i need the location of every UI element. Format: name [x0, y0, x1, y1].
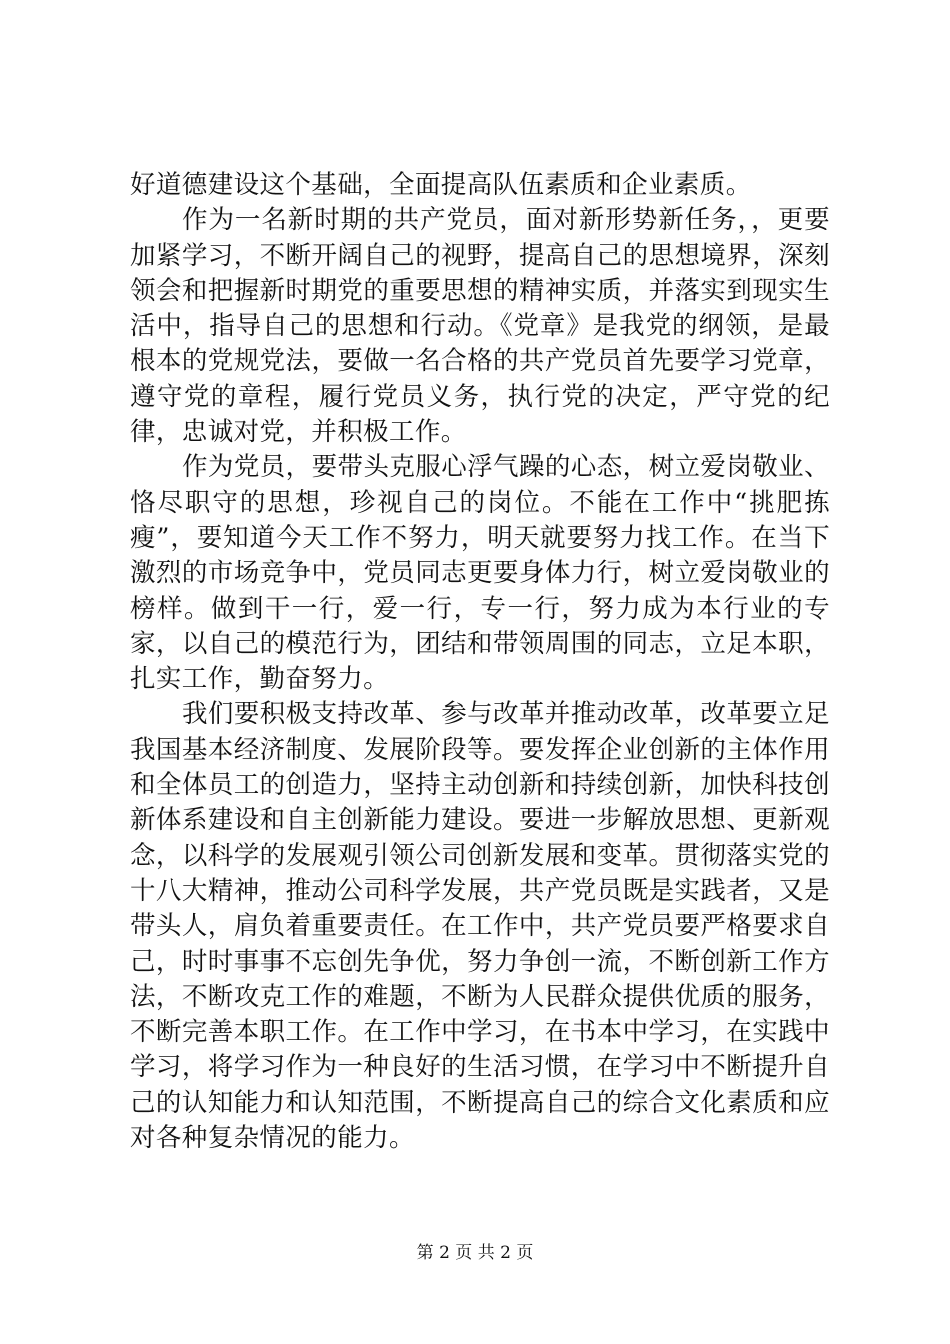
paragraph-study: 作为一名新时期的共产党员，面对新形势新任务，，更要加紧学习，不断开阔自己的视野，提高自己的思想境界，深刻领会和把握新时期党的重要思想的精神实质，并落实到现实生活中，指导自己的思想和行动。《党章》是我党的纲领，是最根本的党规党法，要做一名合格的共产党员首先要学习党章，遵守党的章程，履行党员义务，执行党的决定，严守党的纪律，忠诚对党，并积极工作。	[130, 205, 830, 448]
paragraph-continuation: 好道德建设这个基础，全面提高队伍素质和企业素质。	[130, 170, 752, 200]
page-number-footer: 第 2 页 共 2 页	[416, 1243, 534, 1263]
paragraph-dedication: 作为党员，要带头克服心浮气躁的心态，树立爱岗敬业、恪尽职守的思想，珍视自己的岗位。不能在工作中“挑肥拣瘦”，要知道今天工作不努力，明天就要努力找工作。在当下激烈的市场竞争中，党员同志更要身体力行，树立爱岗敬业的榜样。做到干一行，爱一行，专一行，努力成为本行业的专家，以自己的模范行为，团结和带领周围的同志，立足本职，扎实工作，勤奋努力。	[130, 452, 830, 695]
body-text	[130, 168, 830, 1156]
paragraph-reform: 我们要积极支持改革、参与改革并推动改革，改革要立足我国基本经济制度、发展阶段等。要发挥企业创新的主体作用和全体员工的创造力，坚持主动创新和持续创新，加快科技创新体系建设和自主创新能力建设。要进一步解放思想、更新观念，以科学的发展观引领公司创新发展和变革。贯彻落实党的十八大精神，推动公司科学发展，共产党员既是实践者，又是带头人，肩负着重要责任。在工作中，共产党员要严格要求自己，时时事事不忘创先争优，努力争创一流，不断创新工作方法，不断攻克工作的难题，不断为人民群众提供优质的服务，不断完善本职工作。在工作中学习，在书本中学习，在实践中学习，将学习作为一种良好的生活习惯，在学习中不断提升自己的认知能力和认知范围，不断提高自己的综合文化素质和应对各种复杂情况的能力。	[130, 699, 830, 1154]
